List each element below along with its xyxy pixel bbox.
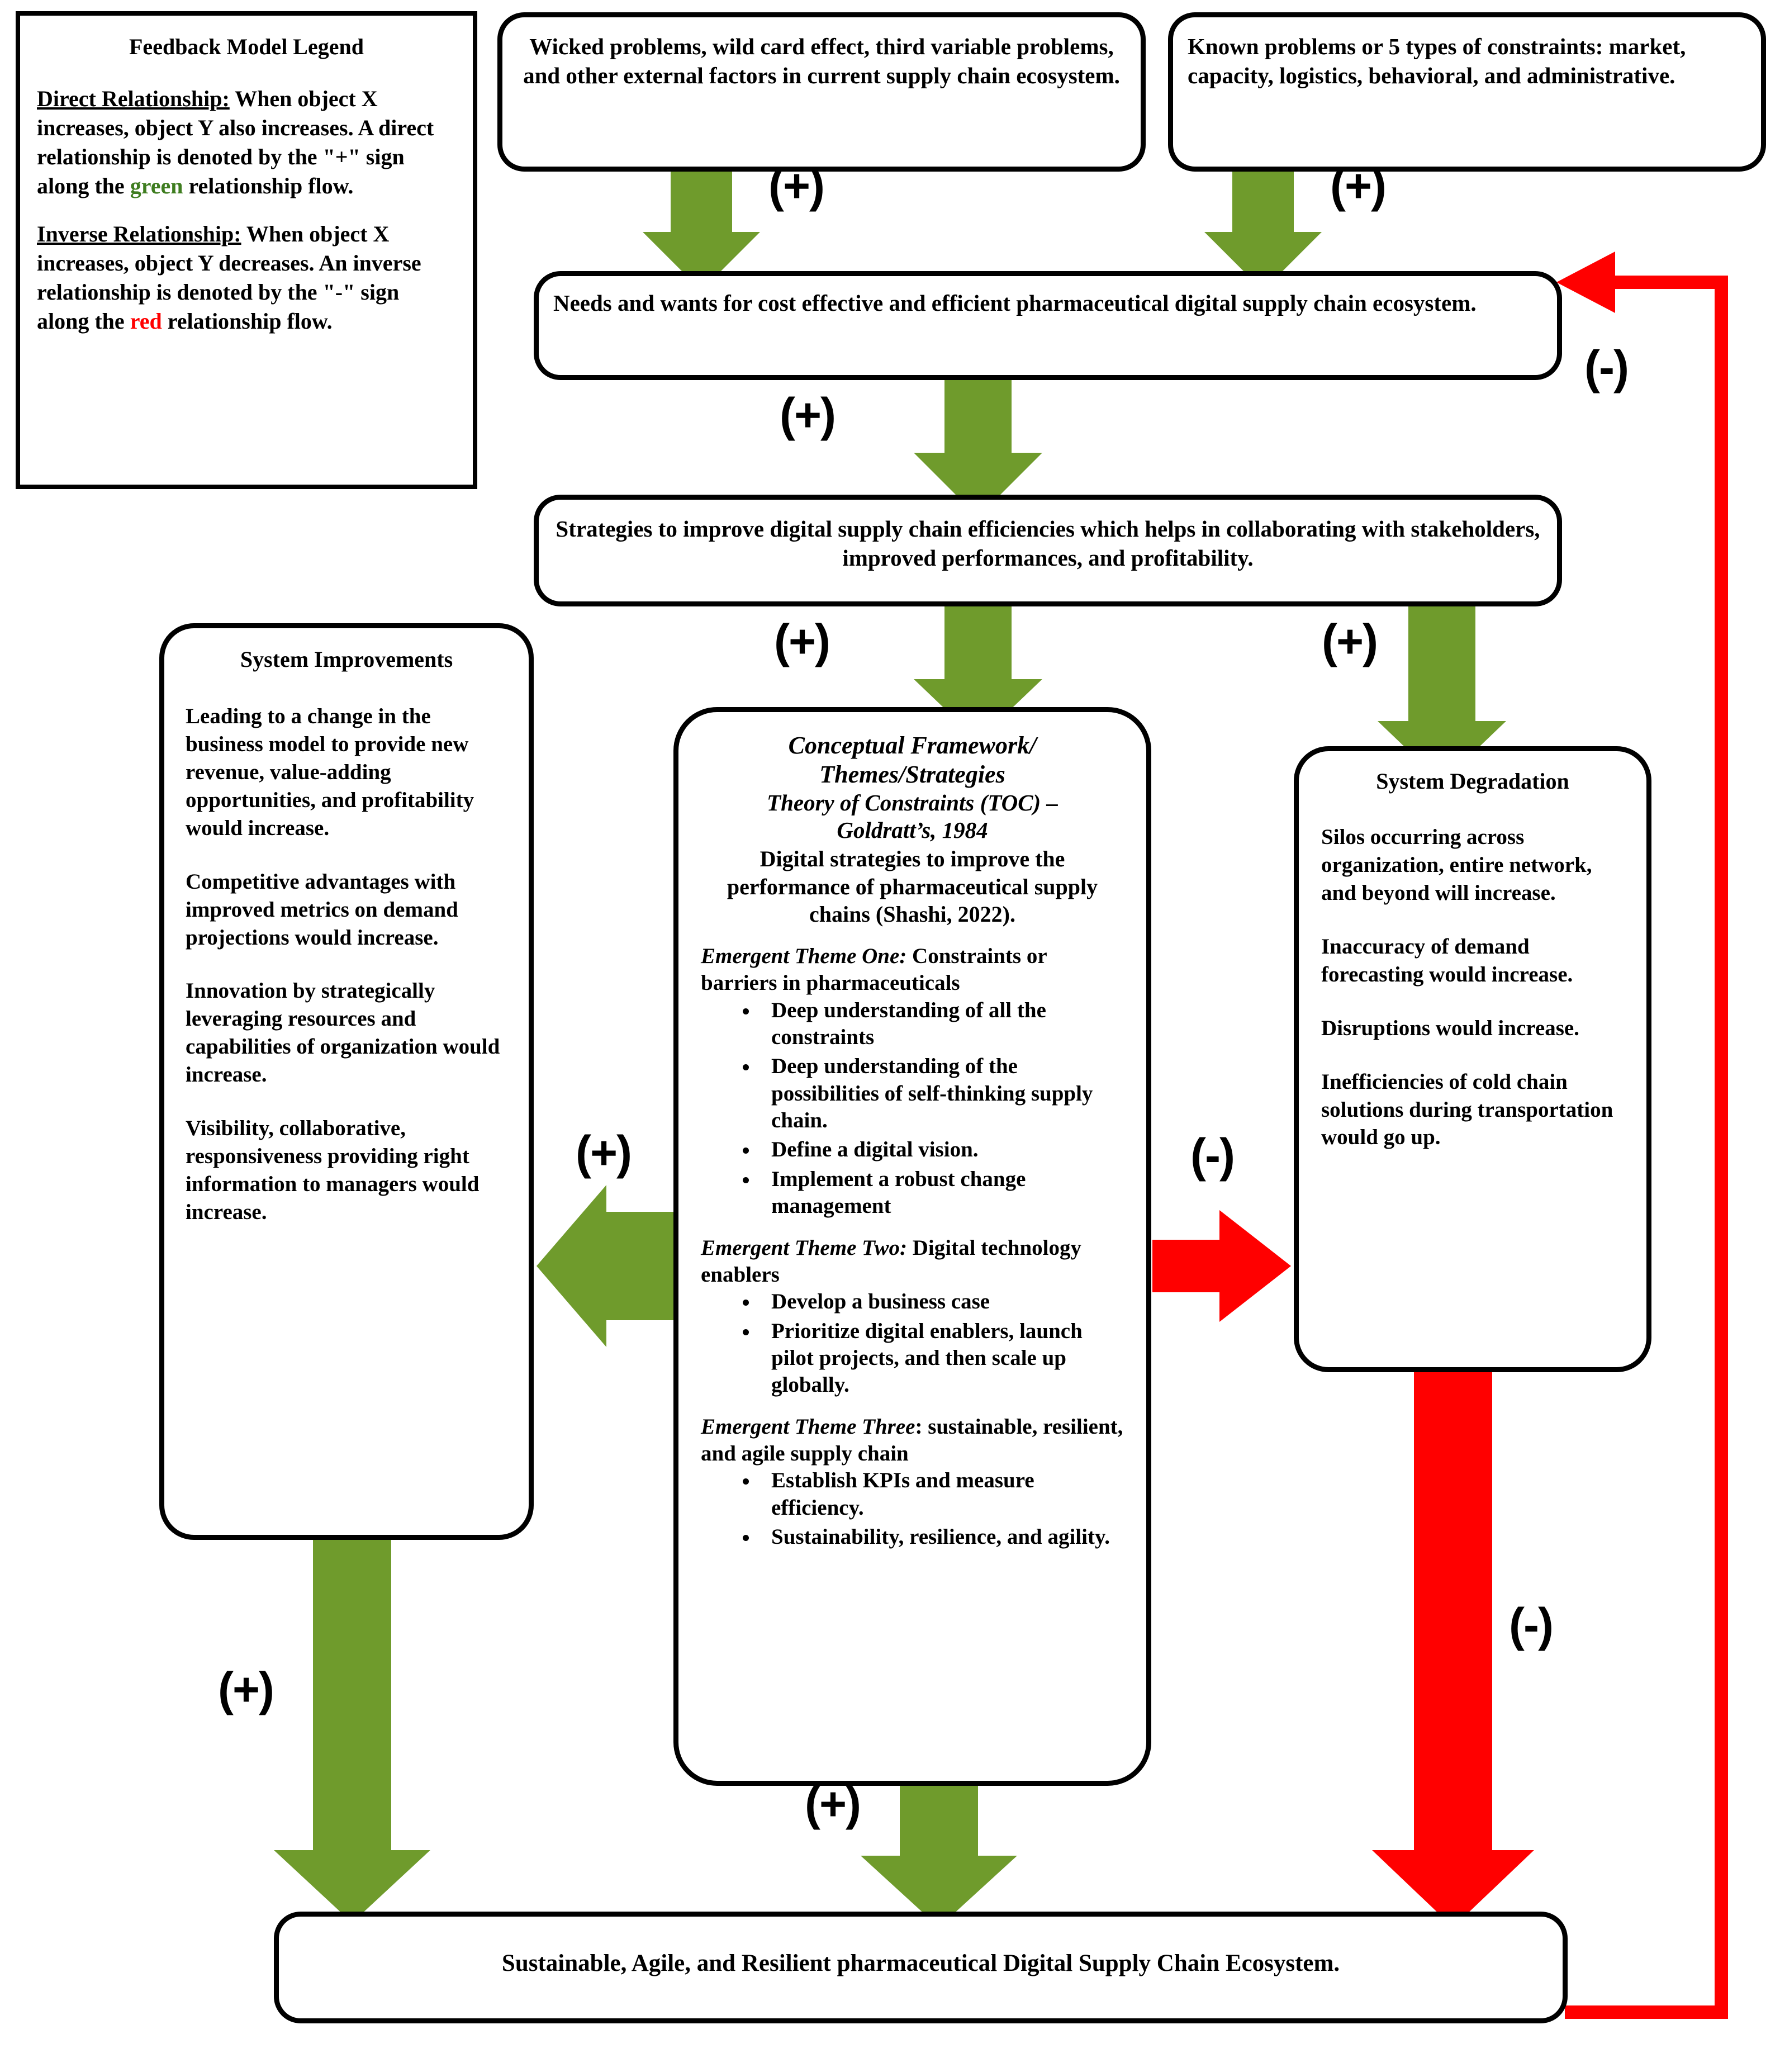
legend-inverse-label: Inverse Relationship: [37,221,241,246]
framework-bullet: • Establish KPIs and measure efficiency. [759,1467,1124,1521]
framework-theme-one [701,943,1124,997]
framework-theme-one-bullets [701,997,1124,1220]
box-conceptual-framework [673,707,1151,1786]
legend-direct-text-a: When object X increases, object Y also increases. A direct relationship is denoted by the "+" sign along the [37,86,434,198]
sign-degradation-to-outcome: (-) [1509,1599,1553,1651]
arrow-improvements-to-outcome [274,1537,430,1923]
box-wicked-problems [497,12,1146,172]
legend-inverse-text-a: When object X increases, object Y decreases. An inverse relationship is denoted by the "-" sign along the [37,221,421,334]
system-degradation-item: Disruptions would increase. [1321,1016,1579,1040]
framework-bullet: • Sustainability, resilience, and agility. [759,1524,1124,1551]
framework-theme-three [701,1414,1124,1468]
framework-theme-one-label: Emergent Theme One: [701,943,907,968]
framework-theme-three-text: : sustainable, resilient, and agile supply chain [701,1414,1123,1466]
framework-bullet: • Develop a business case [759,1288,1124,1315]
legend-red-word: red [130,309,162,334]
sign-framework-to-degradation: (-) [1190,1129,1234,1182]
arrow-framework-to-degradation [1152,1210,1291,1322]
system-improvements-item: Innovation by strategically leveraging resources and capabilities of organization would increase. [186,979,500,1087]
framework-theme-two-text: Digital technology enablers [701,1235,1081,1287]
legend-inverse-relationship [20,220,473,336]
box-system-improvements-body [164,628,529,1269]
system-improvements-header: System Improvements [240,647,453,672]
framework-theme-two-bullets [701,1288,1124,1398]
arrow-framework-to-improvements [537,1185,673,1347]
framework-bullet: • Deep understanding of the possibilities of self-thinking supply chain. [759,1053,1124,1134]
box-strategies-text: Strategies to improve digital supply chain efficiencies which helps in collaborating with stakeholders, improved performances, and profitability. [556,516,1540,571]
framework-theme-one-text: Constraints or barriers in pharmaceuticals [701,943,1047,995]
framework-bullet: • Prioritize digital enablers, launch pilot projects, and then scale up globally. [759,1318,1124,1399]
framework-title-line2: Themes/Strategies [819,760,1005,788]
system-improvements-item: Competitive advantages with improved metrics on demand projections would increase. [186,869,458,950]
sign-improvements-to-outcome: (+) [218,1663,273,1715]
system-degradation-header: System Degradation [1376,769,1569,794]
framework-bullet: • Define a digital vision. [759,1136,1124,1163]
legend-inverse-text-b: relationship flow. [162,309,333,334]
sign-needs-to-strategies: (+) [780,388,835,441]
sign-strategies-to-degradation: (+) [1322,615,1377,667]
sign-outcome-to-needs-feedback: (-) [1584,341,1628,393]
box-system-degradation [1294,746,1651,1372]
sign-framework-to-improvements: (+) [576,1126,631,1179]
box-conceptual-framework-body [678,712,1146,1564]
box-outcome-ecosystem [274,1912,1568,2023]
box-outcome-ecosystem-text: Sustainable, Agile, and Resilient pharmaceutical Digital Supply Chain Ecosystem. [501,1950,1340,1976]
system-degradation-item: Silos occurring across organization, entire network, and beyond will increase. [1321,825,1592,905]
sign-wicked-to-needs: (+) [768,159,824,212]
sign-framework-to-outcome: (+) [805,1777,860,1830]
legend-title: Feedback Model Legend [129,34,364,59]
system-improvements-item: Leading to a change in the business model to provide new revenue, value-adding opportunities, and profitability would increase. [186,704,474,840]
box-wicked-problems-text: Wicked problems, wild card effect, third variable problems, and other external factors in current supply chain ecosystem. [523,34,1120,89]
feedback-model-legend [16,11,477,489]
box-known-problems-text: Known problems or 5 types of constraints: market, capacity, logistics, behavioral, and administrative. [1188,34,1686,89]
framework-bullet: • Implement a robust change management [759,1166,1124,1220]
box-system-improvements [159,623,534,1540]
box-system-degradation-body [1299,751,1646,1193]
framework-title-line1: Conceptual Framework/ [788,732,1037,759]
legend-direct-text-b: relationship flow. [183,173,354,198]
legend-green-word: green [130,173,183,198]
system-degradation-item: Inefficiencies of cold chain solutions during transportation would go up. [1321,1069,1613,1150]
box-needs-and-wants-text: Needs and wants for cost effective and efficient pharmaceutical digital supply chain ecosystem. [553,290,1477,316]
framework-subtitle-line1: Theory of Constraints (TOC) – [767,789,1058,815]
sign-known-to-needs: (+) [1330,159,1385,212]
box-needs-and-wants [534,271,1562,380]
framework-subtitle-line2: Goldratt’s, 1984 [837,817,988,843]
arrow-framework-to-outcome [861,1783,1017,1927]
framework-theme-three-label: Emergent Theme Three [701,1414,915,1439]
framework-theme-two [701,1235,1124,1289]
box-known-problems [1168,12,1766,172]
framework-theme-two-label: Emergent Theme Two: [701,1235,908,1260]
framework-theme-three-bullets [701,1467,1124,1551]
legend-direct-label: Direct Relationship: [37,86,230,111]
sign-strategies-to-framework: (+) [774,615,829,667]
system-degradation-item: Inaccuracy of demand forecasting would increase. [1321,934,1573,987]
box-strategies [534,495,1562,606]
framework-description: Digital strategies to improve the performance of pharmaceutical supply chains (Shashi, 2022). [727,846,1098,927]
framework-bullet: • Deep understanding of all the constraints [759,997,1124,1051]
system-improvements-item: Visibility, collaborative, responsiveness providing right information to managers would increase. [186,1116,480,1224]
legend-direct-relationship [20,84,473,201]
